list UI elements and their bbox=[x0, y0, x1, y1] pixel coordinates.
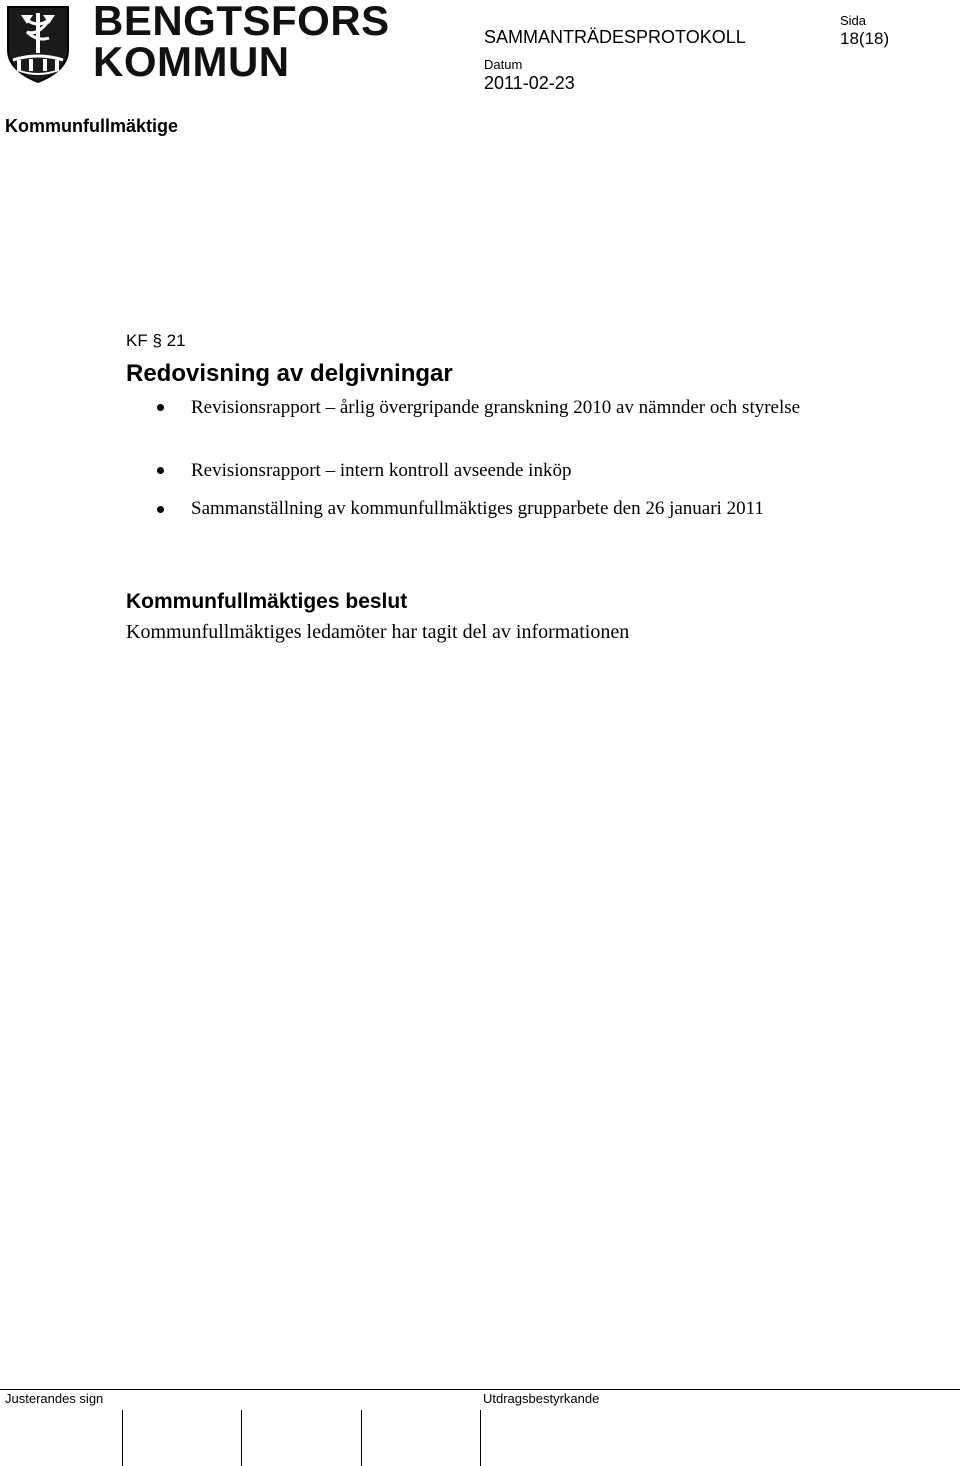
logo-line-2: KOMMUN bbox=[93, 38, 290, 85]
bullet-icon bbox=[157, 404, 164, 411]
logo-line-1: BENGTSFORS bbox=[93, 0, 390, 44]
bullet-icon bbox=[157, 506, 164, 513]
date-label: Datum bbox=[484, 57, 523, 72]
signature-box-divider bbox=[241, 1410, 242, 1466]
signature-box-divider bbox=[361, 1410, 362, 1466]
adjuster-signature-label: Justerandes sign bbox=[5, 1391, 104, 1406]
list-item: Revisionsrapport – årlig övergripande granskning 2010 av nämnder och styrelse bbox=[191, 397, 801, 418]
bullet-icon bbox=[157, 467, 164, 474]
list-item: Revisionsrapport – intern kontroll avseende inköp bbox=[191, 460, 572, 481]
signature-box-divider bbox=[122, 1410, 123, 1466]
document-type: SAMMANTRÄDESPROTOKOLL bbox=[484, 27, 746, 47]
page-number: 18(18) bbox=[840, 29, 890, 48]
page-label: Sida bbox=[840, 13, 867, 28]
meeting-date: 2011-02-23 bbox=[484, 73, 575, 93]
footer-divider bbox=[0, 1389, 960, 1390]
municipality-logo-text bbox=[93, 0, 390, 85]
municipal-coat-of-arms-icon bbox=[5, 4, 71, 84]
list-item: Sammanställning av kommunfullmäktiges grupparbete den 26 januari 2011 bbox=[191, 498, 764, 519]
section-title: Redovisning av delgivningar bbox=[126, 360, 453, 387]
organ-name: Kommunfullmäktige bbox=[5, 116, 179, 136]
extract-certification-label: Utdragsbestyrkande bbox=[483, 1391, 600, 1406]
section-reference: KF § 21 bbox=[126, 331, 186, 350]
decision-text: Kommunfullmäktiges ledamöter har tagit del av informationen bbox=[126, 621, 630, 643]
signature-box-divider bbox=[480, 1410, 481, 1466]
decision-heading: Kommunfullmäktiges beslut bbox=[126, 590, 408, 613]
